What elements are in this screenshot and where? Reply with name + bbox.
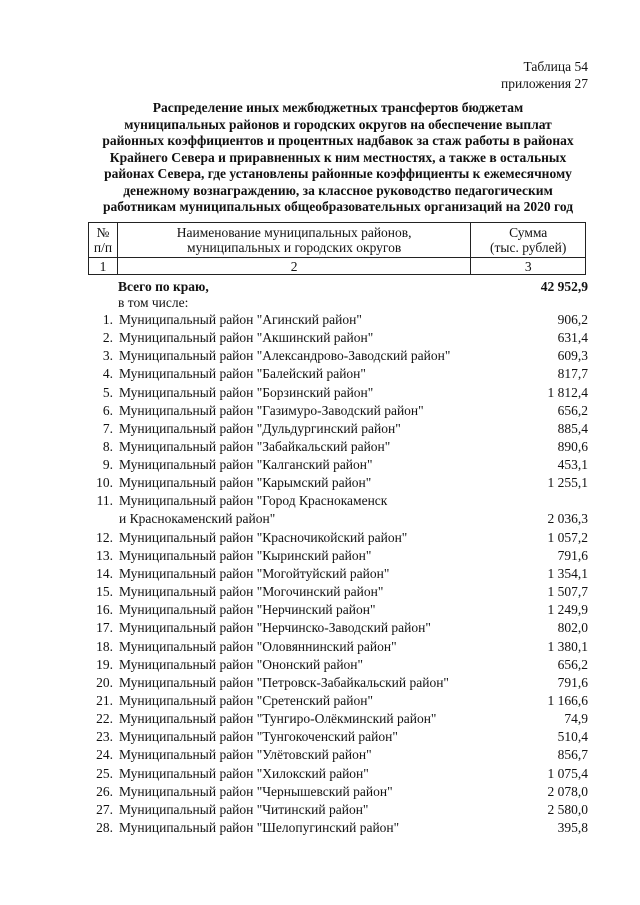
district-name: Муниципальный район "Сретенский район" <box>119 692 373 708</box>
header-number-label: № <box>96 225 110 240</box>
total-row <box>118 279 588 295</box>
header-amount-cell <box>471 223 586 258</box>
row-number: 25. <box>96 765 113 781</box>
district-amount: 856,7 <box>557 747 588 763</box>
document-title <box>78 100 598 216</box>
row-number: 23. <box>96 729 113 745</box>
table-row <box>88 547 588 565</box>
row-number: 27. <box>96 801 113 817</box>
table-row <box>88 384 588 402</box>
table-row <box>88 801 588 819</box>
district-name: Муниципальный район "Тунгокоченский район" <box>119 729 398 745</box>
title-line: Крайнего Севера и приравненных к ним местностях, а также в остальных <box>109 149 567 165</box>
row-number: 16. <box>96 602 113 618</box>
district-amount: 1 075,4 <box>547 765 588 781</box>
district-amount: 885,4 <box>557 420 588 436</box>
table-row <box>88 674 588 692</box>
district-amount: 656,2 <box>557 656 588 672</box>
district-name: Муниципальный район "Чернышевский район" <box>119 783 393 799</box>
district-name: Муниципальный район "Шелопугинский район" <box>119 819 400 835</box>
title-line: районах Севера, где установлены районные коэффициенты к ежемесячному <box>104 166 572 181</box>
district-name: Муниципальный район "Тунгиро-Олёкминский район" <box>119 711 437 727</box>
district-name: Муниципальный район "Оловяннинский район" <box>119 638 397 654</box>
table-row <box>88 365 588 383</box>
district-amount: 1 249,9 <box>547 602 588 618</box>
district-amount: 791,6 <box>557 547 588 563</box>
district-name: Муниципальный район "Забайкальский район" <box>119 438 391 454</box>
table-row <box>88 347 588 365</box>
row-number: 12. <box>96 529 113 545</box>
district-name: Муниципальный район "Дульдургинский район" <box>119 420 401 436</box>
header-name-sublabel: муниципальных и городских округов <box>187 240 402 255</box>
district-name: Муниципальный район "Хилокский район" <box>119 765 369 781</box>
total-value: 42 952,9 <box>540 279 588 294</box>
district-name: Муниципальный район "Балейский район" <box>119 366 366 382</box>
header-name-cell <box>117 223 470 258</box>
row-number: 3. <box>102 348 113 364</box>
district-amount: 817,7 <box>557 366 588 382</box>
table-number: Таблица 54 <box>523 59 588 74</box>
column-index-1: 1 <box>89 258 118 275</box>
district-amount: 2 078,0 <box>547 783 588 799</box>
district-amount: 791,6 <box>557 674 588 690</box>
header-amount-label: Сумма <box>509 225 548 240</box>
district-amount: 609,3 <box>557 348 588 364</box>
table-row <box>88 746 588 764</box>
table-row <box>88 728 588 746</box>
title-line: денежному вознаграждению, за классное руководство педагогическим <box>123 182 553 198</box>
district-amount: 2 580,0 <box>547 801 588 817</box>
district-amount: 656,2 <box>557 402 588 418</box>
district-amount: 74,9 <box>564 711 588 727</box>
district-amount: 395,8 <box>557 819 588 835</box>
district-amount: 1 255,1 <box>547 475 588 491</box>
row-number: 7. <box>102 420 113 436</box>
table-row <box>88 583 588 601</box>
row-number: 28. <box>96 819 113 835</box>
district-amount: 1 166,6 <box>547 692 588 708</box>
table-header <box>88 222 586 275</box>
title-line: работникам муниципальных общеобразовательных организаций на 2020 год <box>102 199 574 214</box>
row-number: 15. <box>96 584 113 600</box>
table-row <box>88 529 588 547</box>
header-name-label: Наименование муниципальных районов, <box>176 225 412 240</box>
district-amount: 1 057,2 <box>547 529 588 545</box>
district-name: Муниципальный район "Нерчинско-Заводский район" <box>119 620 431 636</box>
table-row <box>88 402 588 420</box>
district-name: Муниципальный район "Могойтуйский район" <box>119 565 390 581</box>
district-name: Муниципальный район "Газимуро-Заводский район" <box>119 402 424 418</box>
table-row <box>88 456 588 474</box>
row-number: 9. <box>102 457 113 473</box>
row-number: 11. <box>96 493 113 509</box>
table-row <box>88 492 588 528</box>
table-row <box>88 710 588 728</box>
table-row <box>88 692 588 710</box>
table-row <box>88 619 588 637</box>
district-name: Муниципальный район "Читинский район" <box>119 801 369 817</box>
row-number: 17. <box>96 620 113 636</box>
district-name-continued: и Краснокаменский район" <box>119 511 276 527</box>
row-number: 20. <box>96 674 113 690</box>
district-amount: 453,1 <box>557 457 588 473</box>
district-name: Муниципальный район "Нерчинский район" <box>119 602 376 618</box>
column-index-3: 3 <box>471 258 586 275</box>
district-name: Муниципальный район "Могочинский район" <box>119 584 384 600</box>
header-amount-unit: (тыс. рублей) <box>490 240 567 255</box>
district-amount: 1 507,7 <box>547 584 588 600</box>
including-label: в том числе: <box>118 295 189 310</box>
district-amount: 906,2 <box>557 312 588 327</box>
row-number: 8. <box>102 438 113 454</box>
district-amount: 802,0 <box>557 620 588 636</box>
row-number: 14. <box>96 565 113 581</box>
district-amount: 890,6 <box>557 438 588 454</box>
appendix-number: приложения 27 <box>500 76 588 91</box>
district-name: Муниципальный район "Карымский район" <box>119 475 372 491</box>
district-name: Муниципальный район "Улётовский район" <box>119 747 372 763</box>
district-amount: 631,4 <box>557 330 588 346</box>
row-number: 2. <box>102 330 113 346</box>
row-number: 19. <box>96 656 113 672</box>
row-number: 26. <box>96 783 113 799</box>
column-index-2: 2 <box>117 258 470 275</box>
district-name: Муниципальный район "Агинский район" <box>119 312 362 327</box>
title-line: Распределение иных межбюджетных трансфертов бюджетам <box>152 100 524 115</box>
row-number: 13. <box>96 547 113 563</box>
table-row <box>88 783 588 801</box>
district-name: Муниципальный район "Борзинский район" <box>119 384 374 400</box>
total-label: Всего по краю, <box>118 279 209 294</box>
district-amount: 2 036,3 <box>547 511 588 527</box>
row-number: 6. <box>102 402 113 418</box>
table-row <box>88 329 588 347</box>
table-reference <box>501 58 588 92</box>
district-amount: 1 380,1 <box>547 638 588 654</box>
district-name: Муниципальный район "Красночикойский район" <box>119 529 408 545</box>
district-name: Муниципальный район "Город Краснокаменск <box>119 493 388 509</box>
row-number: 18. <box>96 638 113 654</box>
district-amount: 1 354,1 <box>547 565 588 581</box>
table-row <box>88 656 588 674</box>
district-name: Муниципальный район "Ононский район" <box>119 656 364 672</box>
row-number: 24. <box>96 747 113 763</box>
row-number: 4. <box>102 366 113 382</box>
row-number: 1. <box>102 312 113 327</box>
table-row <box>88 601 588 619</box>
district-list <box>88 311 588 837</box>
table-row <box>88 474 588 492</box>
table-row <box>88 565 588 583</box>
table-row <box>88 638 588 656</box>
row-number: 5. <box>102 384 113 400</box>
header-number-cell <box>89 223 118 258</box>
table-row <box>88 438 588 456</box>
district-amount: 510,4 <box>557 729 588 745</box>
title-line: муниципальных районов и городских округов на обеспечение выплат <box>124 116 552 132</box>
district-name: Муниципальный район "Кыринский район" <box>119 547 372 563</box>
title-line: районных коэффициентов и процентных надбавок за стаж работы в районах <box>102 133 574 148</box>
row-number: 21. <box>96 692 113 708</box>
district-name: Муниципальный район "Акшинский район" <box>119 330 374 346</box>
district-name: Муниципальный район "Калганский район" <box>119 457 373 473</box>
header-number-sublabel: п/п <box>93 240 113 255</box>
district-name: Муниципальный район "Александрово-Заводский район" <box>119 348 451 364</box>
table-row <box>88 765 588 783</box>
table-row <box>88 420 588 438</box>
row-number: 22. <box>96 711 113 727</box>
row-number: 10. <box>96 475 113 491</box>
table-row <box>88 311 588 329</box>
district-name: Муниципальный район "Петровск-Забайкальский район" <box>119 674 449 690</box>
table-row <box>88 819 588 837</box>
district-amount: 1 812,4 <box>547 384 588 400</box>
